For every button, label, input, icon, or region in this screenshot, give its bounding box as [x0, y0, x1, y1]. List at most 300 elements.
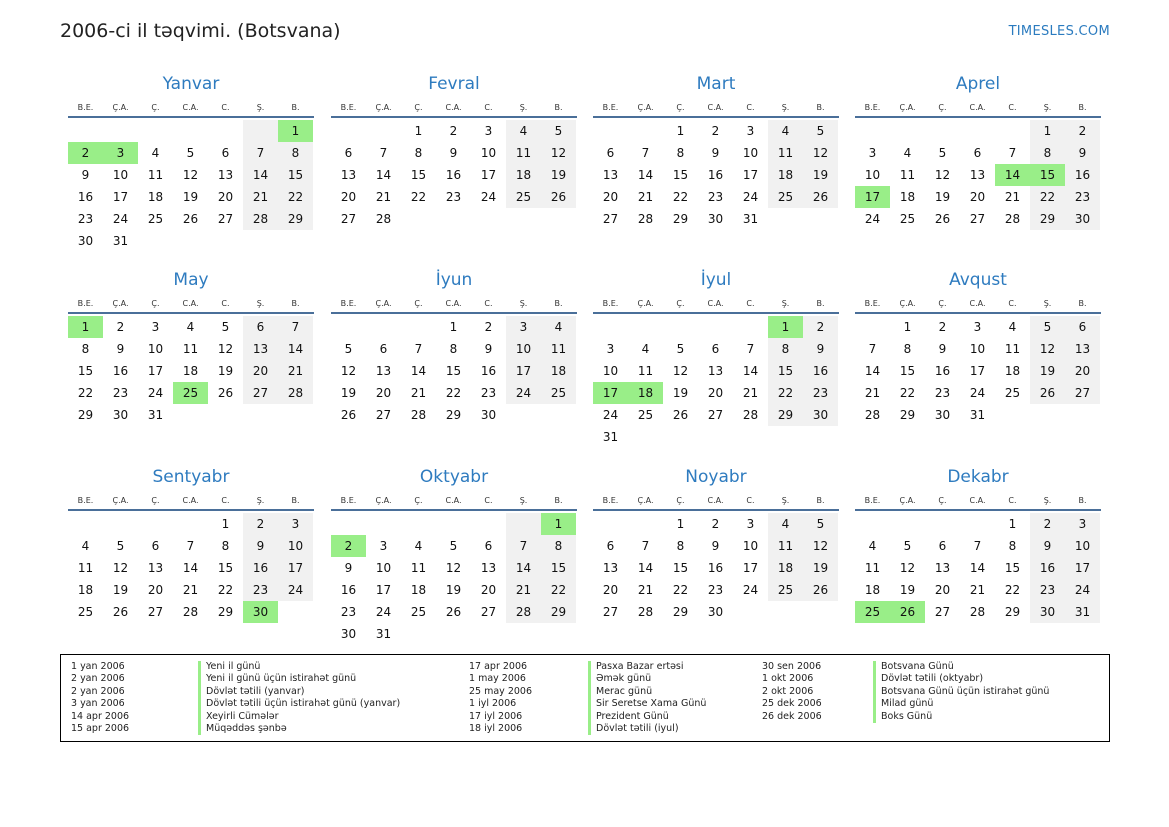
day-cell[interactable]: 2 [116, 320, 125, 334]
day-cell[interactable]: 24 [112, 212, 129, 226]
day-cell[interactable]: 25 [768, 579, 803, 601]
day-cell[interactable]: 14 [864, 364, 881, 378]
day-cell[interactable]: 15 [77, 364, 94, 378]
day-cell[interactable]: 12 [182, 168, 199, 182]
day-cell[interactable]: 15 [445, 364, 462, 378]
day-cell[interactable]: 3 [103, 142, 138, 164]
day-cell[interactable]: 4 [641, 342, 650, 356]
day-cell[interactable]: 19 [182, 190, 199, 204]
day-cell[interactable]: 2 [68, 142, 103, 164]
day-cell[interactable]: 16 [77, 190, 94, 204]
day-cell[interactable]: 18 [410, 583, 427, 597]
day-cell[interactable]: 29 [278, 208, 313, 230]
day-cell[interactable]: 5 [541, 120, 576, 142]
day-cell[interactable]: 15 [672, 168, 689, 182]
day-cell[interactable]: 1 [414, 124, 423, 138]
day-cell[interactable]: 1 [221, 517, 230, 531]
day-cell[interactable]: 23 [1030, 579, 1065, 601]
day-cell[interactable]: 5 [803, 513, 838, 535]
day-cell[interactable]: 26 [890, 601, 925, 623]
day-cell[interactable]: 5 [116, 539, 125, 553]
day-cell[interactable]: 10 [480, 146, 497, 160]
day-cell[interactable]: 28 [637, 212, 654, 226]
day-cell[interactable]: 19 [803, 557, 838, 579]
day-cell[interactable]: 16 [1065, 164, 1100, 186]
day-cell[interactable]: 12 [899, 561, 916, 575]
day-cell[interactable]: 20 [969, 190, 986, 204]
day-cell[interactable]: 23 [1065, 186, 1100, 208]
day-cell[interactable]: 7 [1008, 146, 1017, 160]
day-cell[interactable]: 21 [637, 190, 654, 204]
day-cell[interactable]: 9 [81, 168, 90, 182]
day-cell[interactable]: 4 [903, 146, 912, 160]
day-cell[interactable]: 29 [541, 601, 576, 623]
day-cell[interactable]: 29 [445, 408, 462, 422]
day-cell[interactable]: 15 [278, 164, 313, 186]
day-cell[interactable]: 20 [340, 190, 357, 204]
day-cell[interactable]: 26 [445, 605, 462, 619]
day-cell[interactable]: 14 [742, 364, 759, 378]
day-cell[interactable]: 14 [969, 561, 986, 575]
day-cell[interactable]: 15 [768, 360, 803, 382]
day-cell[interactable]: 21 [375, 190, 392, 204]
day-cell[interactable]: 23 [112, 386, 129, 400]
day-cell[interactable]: 2 [484, 320, 493, 334]
day-cell[interactable]: 11 [1004, 342, 1021, 356]
day-cell[interactable]: 16 [480, 364, 497, 378]
day-cell[interactable]: 4 [768, 120, 803, 142]
day-cell[interactable]: 8 [903, 342, 912, 356]
day-cell[interactable]: 13 [1065, 338, 1100, 360]
day-cell[interactable]: 29 [1030, 208, 1065, 230]
day-cell[interactable]: 28 [243, 208, 278, 230]
day-cell[interactable]: 9 [938, 342, 947, 356]
day-cell[interactable]: 20 [1065, 360, 1100, 382]
day-cell[interactable]: 10 [602, 364, 619, 378]
day-cell[interactable]: 27 [147, 605, 164, 619]
day-cell[interactable]: 9 [449, 146, 458, 160]
day-cell[interactable]: 22 [278, 186, 313, 208]
day-cell[interactable]: 6 [243, 316, 278, 338]
day-cell[interactable]: 21 [637, 583, 654, 597]
day-cell[interactable]: 4 [768, 513, 803, 535]
day-cell[interactable]: 1 [676, 124, 685, 138]
day-cell[interactable]: 7 [641, 539, 650, 553]
day-cell[interactable]: 13 [602, 561, 619, 575]
day-cell[interactable]: 7 [506, 535, 541, 557]
day-cell[interactable]: 30 [934, 408, 951, 422]
day-cell[interactable]: 22 [1004, 583, 1021, 597]
day-cell[interactable]: 26 [803, 186, 838, 208]
day-cell[interactable]: 27 [602, 605, 619, 619]
day-cell[interactable]: 10 [1065, 535, 1100, 557]
day-cell[interactable]: 22 [899, 386, 916, 400]
day-cell[interactable]: 25 [637, 408, 654, 422]
day-cell[interactable]: 2 [711, 124, 720, 138]
day-cell[interactable]: 28 [742, 408, 759, 422]
day-cell[interactable]: 20 [602, 583, 619, 597]
day-cell[interactable]: 28 [969, 605, 986, 619]
day-cell[interactable]: 17 [593, 382, 628, 404]
day-cell[interactable]: 31 [112, 234, 129, 248]
day-cell[interactable]: 20 [602, 190, 619, 204]
day-cell[interactable]: 12 [1030, 338, 1065, 360]
day-cell[interactable]: 5 [938, 146, 947, 160]
day-cell[interactable]: 10 [375, 561, 392, 575]
day-cell[interactable]: 5 [1030, 316, 1065, 338]
day-cell[interactable]: 25 [173, 382, 208, 404]
day-cell[interactable]: 31 [147, 408, 164, 422]
day-cell[interactable]: 9 [1030, 535, 1065, 557]
day-cell[interactable]: 28 [278, 382, 313, 404]
day-cell[interactable]: 21 [742, 386, 759, 400]
day-cell[interactable]: 14 [375, 168, 392, 182]
day-cell[interactable]: 30 [707, 212, 724, 226]
day-cell[interactable]: 26 [340, 408, 357, 422]
day-cell[interactable]: 15 [1030, 164, 1065, 186]
day-cell[interactable]: 14 [410, 364, 427, 378]
day-cell[interactable]: 3 [868, 146, 877, 160]
day-cell[interactable]: 13 [480, 561, 497, 575]
day-cell[interactable]: 14 [278, 338, 313, 360]
day-cell[interactable]: 7 [414, 342, 423, 356]
day-cell[interactable]: 11 [506, 142, 541, 164]
day-cell[interactable]: 25 [768, 186, 803, 208]
day-cell[interactable]: 28 [506, 601, 541, 623]
day-cell[interactable]: 28 [1004, 212, 1021, 226]
day-cell[interactable]: 8 [1008, 539, 1017, 553]
day-cell[interactable]: 4 [186, 320, 195, 334]
day-cell[interactable]: 6 [151, 539, 160, 553]
site-link[interactable]: TIMESLES.COM [1008, 24, 1110, 39]
day-cell[interactable]: 4 [506, 120, 541, 142]
day-cell[interactable]: 17 [969, 364, 986, 378]
day-cell[interactable]: 24 [147, 386, 164, 400]
day-cell[interactable]: 5 [676, 342, 685, 356]
day-cell[interactable]: 8 [676, 146, 685, 160]
day-cell[interactable]: 19 [934, 190, 951, 204]
day-cell[interactable]: 27 [375, 408, 392, 422]
day-cell[interactable]: 15 [1004, 561, 1021, 575]
day-cell[interactable]: 28 [375, 212, 392, 226]
day-cell[interactable]: 28 [637, 605, 654, 619]
day-cell[interactable]: 19 [899, 583, 916, 597]
day-cell[interactable]: 30 [243, 601, 278, 623]
day-cell[interactable]: 24 [1065, 579, 1100, 601]
day-cell[interactable]: 12 [672, 364, 689, 378]
day-cell[interactable]: 25 [899, 212, 916, 226]
day-cell[interactable]: 20 [147, 583, 164, 597]
day-cell[interactable]: 3 [151, 320, 160, 334]
day-cell[interactable]: 19 [445, 583, 462, 597]
day-cell[interactable]: 11 [77, 561, 94, 575]
day-cell[interactable]: 14 [637, 168, 654, 182]
day-cell[interactable]: 1 [541, 513, 576, 535]
day-cell[interactable]: 12 [340, 364, 357, 378]
day-cell[interactable]: 22 [217, 583, 234, 597]
day-cell[interactable]: 3 [746, 124, 755, 138]
day-cell[interactable]: 7 [973, 539, 982, 553]
day-cell[interactable]: 5 [903, 539, 912, 553]
day-cell[interactable]: 2 [1065, 120, 1100, 142]
day-cell[interactable]: 16 [803, 360, 838, 382]
day-cell[interactable]: 18 [541, 360, 576, 382]
day-cell[interactable]: 11 [182, 342, 199, 356]
day-cell[interactable]: 21 [969, 583, 986, 597]
day-cell[interactable]: 4 [868, 539, 877, 553]
day-cell[interactable]: 2 [1030, 513, 1065, 535]
day-cell[interactable]: 29 [672, 605, 689, 619]
day-cell[interactable]: 6 [938, 539, 947, 553]
day-cell[interactable]: 9 [1065, 142, 1100, 164]
day-cell[interactable]: 13 [375, 364, 392, 378]
day-cell[interactable]: 9 [711, 146, 720, 160]
day-cell[interactable]: 4 [81, 539, 90, 553]
day-cell[interactable]: 22 [1030, 186, 1065, 208]
day-cell[interactable]: 1 [768, 316, 803, 338]
day-cell[interactable]: 3 [506, 316, 541, 338]
day-cell[interactable]: 6 [711, 342, 720, 356]
day-cell[interactable]: 30 [707, 605, 724, 619]
day-cell[interactable]: 26 [672, 408, 689, 422]
day-cell[interactable]: 8 [278, 142, 313, 164]
day-cell[interactable]: 19 [541, 164, 576, 186]
day-cell[interactable]: 27 [480, 605, 497, 619]
day-cell[interactable]: 2 [243, 513, 278, 535]
day-cell[interactable]: 12 [803, 535, 838, 557]
day-cell[interactable]: 4 [414, 539, 423, 553]
day-cell[interactable]: 18 [899, 190, 916, 204]
day-cell[interactable]: 19 [217, 364, 234, 378]
day-cell[interactable]: 16 [445, 168, 462, 182]
day-cell[interactable]: 24 [864, 212, 881, 226]
day-cell[interactable]: 7 [278, 316, 313, 338]
day-cell[interactable]: 24 [969, 386, 986, 400]
day-cell[interactable]: 14 [637, 561, 654, 575]
day-cell[interactable]: 2 [938, 320, 947, 334]
day-cell[interactable]: 21 [506, 579, 541, 601]
day-cell[interactable]: 1 [68, 316, 103, 338]
day-cell[interactable]: 8 [1030, 142, 1065, 164]
day-cell[interactable]: 1 [676, 517, 685, 531]
day-cell[interactable]: 30 [340, 627, 357, 641]
day-cell[interactable]: 31 [742, 212, 759, 226]
day-cell[interactable]: 3 [379, 539, 388, 553]
day-cell[interactable]: 30 [77, 234, 94, 248]
day-cell[interactable]: 9 [344, 561, 353, 575]
day-cell[interactable]: 14 [243, 164, 278, 186]
day-cell[interactable]: 16 [707, 168, 724, 182]
day-cell[interactable]: 31 [969, 408, 986, 422]
day-cell[interactable]: 19 [112, 583, 129, 597]
day-cell[interactable]: 16 [112, 364, 129, 378]
day-cell[interactable]: 22 [445, 386, 462, 400]
day-cell[interactable]: 22 [410, 190, 427, 204]
day-cell[interactable]: 2 [449, 124, 458, 138]
day-cell[interactable]: 30 [112, 408, 129, 422]
day-cell[interactable]: 17 [742, 561, 759, 575]
day-cell[interactable]: 7 [868, 342, 877, 356]
day-cell[interactable]: 25 [1004, 386, 1021, 400]
day-cell[interactable]: 21 [1004, 190, 1021, 204]
day-cell[interactable]: 31 [1065, 601, 1100, 623]
day-cell[interactable]: 27 [934, 605, 951, 619]
day-cell[interactable]: 12 [541, 142, 576, 164]
day-cell[interactable]: 11 [768, 535, 803, 557]
day-cell[interactable]: 3 [278, 513, 313, 535]
day-cell[interactable]: 24 [742, 190, 759, 204]
day-cell[interactable]: 29 [217, 605, 234, 619]
day-cell[interactable]: 30 [480, 408, 497, 422]
day-cell[interactable]: 19 [340, 386, 357, 400]
day-cell[interactable]: 6 [606, 539, 615, 553]
day-cell[interactable]: 31 [602, 430, 619, 444]
day-cell[interactable]: 16 [340, 583, 357, 597]
day-cell[interactable]: 15 [217, 561, 234, 575]
day-cell[interactable]: 11 [147, 168, 164, 182]
day-cell[interactable]: 22 [672, 583, 689, 597]
day-cell[interactable]: 10 [506, 338, 541, 360]
day-cell[interactable]: 6 [606, 146, 615, 160]
day-cell[interactable]: 11 [864, 561, 881, 575]
day-cell[interactable]: 27 [217, 212, 234, 226]
day-cell[interactable]: 16 [707, 561, 724, 575]
day-cell[interactable]: 16 [243, 557, 278, 579]
day-cell[interactable]: 28 [410, 408, 427, 422]
day-cell[interactable]: 19 [672, 386, 689, 400]
day-cell[interactable]: 27 [243, 382, 278, 404]
day-cell[interactable]: 26 [217, 386, 234, 400]
day-cell[interactable]: 30 [1065, 208, 1100, 230]
day-cell[interactable]: 17 [278, 557, 313, 579]
day-cell[interactable]: 6 [344, 146, 353, 160]
day-cell[interactable]: 11 [541, 338, 576, 360]
day-cell[interactable]: 15 [672, 561, 689, 575]
day-cell[interactable]: 29 [899, 408, 916, 422]
day-cell[interactable]: 10 [969, 342, 986, 356]
day-cell[interactable]: 27 [602, 212, 619, 226]
day-cell[interactable]: 17 [480, 168, 497, 182]
day-cell[interactable]: 23 [934, 386, 951, 400]
day-cell[interactable]: 7 [746, 342, 755, 356]
day-cell[interactable]: 27 [707, 408, 724, 422]
day-cell[interactable]: 6 [484, 539, 493, 553]
day-cell[interactable]: 28 [864, 408, 881, 422]
day-cell[interactable]: 3 [1065, 513, 1100, 535]
day-cell[interactable]: 29 [77, 408, 94, 422]
day-cell[interactable]: 23 [707, 190, 724, 204]
day-cell[interactable]: 17 [506, 360, 541, 382]
day-cell[interactable]: 13 [707, 364, 724, 378]
day-cell[interactable]: 4 [151, 146, 160, 160]
day-cell[interactable]: 16 [934, 364, 951, 378]
day-cell[interactable]: 12 [112, 561, 129, 575]
day-cell[interactable]: 5 [221, 320, 230, 334]
day-cell[interactable]: 11 [899, 168, 916, 182]
day-cell[interactable]: 24 [742, 583, 759, 597]
day-cell[interactable]: 22 [541, 579, 576, 601]
day-cell[interactable]: 1 [1008, 517, 1017, 531]
day-cell[interactable]: 15 [899, 364, 916, 378]
day-cell[interactable]: 18 [182, 364, 199, 378]
day-cell[interactable]: 22 [768, 382, 803, 404]
day-cell[interactable]: 11 [410, 561, 427, 575]
day-cell[interactable]: 13 [147, 561, 164, 575]
day-cell[interactable]: 24 [602, 408, 619, 422]
day-cell[interactable]: 17 [147, 364, 164, 378]
day-cell[interactable]: 17 [742, 168, 759, 182]
day-cell[interactable]: 18 [628, 382, 663, 404]
day-cell[interactable]: 26 [541, 186, 576, 208]
day-cell[interactable]: 13 [217, 168, 234, 182]
day-cell[interactable]: 3 [484, 124, 493, 138]
day-cell[interactable]: 8 [414, 146, 423, 160]
day-cell[interactable]: 18 [768, 557, 803, 579]
day-cell[interactable]: 1 [1030, 120, 1065, 142]
day-cell[interactable]: 23 [243, 579, 278, 601]
day-cell[interactable]: 17 [1065, 557, 1100, 579]
day-cell[interactable]: 8 [221, 539, 230, 553]
day-cell[interactable]: 2 [803, 316, 838, 338]
day-cell[interactable]: 10 [742, 146, 759, 160]
day-cell[interactable]: 18 [77, 583, 94, 597]
day-cell[interactable]: 26 [112, 605, 129, 619]
day-cell[interactable]: 4 [541, 316, 576, 338]
day-cell[interactable]: 27 [969, 212, 986, 226]
day-cell[interactable]: 3 [973, 320, 982, 334]
day-cell[interactable]: 13 [602, 168, 619, 182]
day-cell[interactable]: 21 [243, 186, 278, 208]
day-cell[interactable]: 22 [77, 386, 94, 400]
day-cell[interactable]: 13 [243, 338, 278, 360]
day-cell[interactable]: 8 [768, 338, 803, 360]
day-cell[interactable]: 20 [217, 190, 234, 204]
day-cell[interactable]: 7 [243, 142, 278, 164]
day-cell[interactable]: 21 [864, 386, 881, 400]
day-cell[interactable]: 4 [1008, 320, 1017, 334]
day-cell[interactable]: 11 [768, 142, 803, 164]
day-cell[interactable]: 20 [480, 583, 497, 597]
day-cell[interactable]: 6 [973, 146, 982, 160]
day-cell[interactable]: 12 [217, 342, 234, 356]
day-cell[interactable]: 20 [243, 360, 278, 382]
day-cell[interactable]: 6 [221, 146, 230, 160]
day-cell[interactable]: 12 [934, 168, 951, 182]
day-cell[interactable]: 10 [147, 342, 164, 356]
day-cell[interactable]: 8 [676, 539, 685, 553]
day-cell[interactable]: 23 [480, 386, 497, 400]
day-cell[interactable]: 7 [641, 146, 650, 160]
day-cell[interactable]: 14 [995, 164, 1030, 186]
day-cell[interactable]: 19 [803, 164, 838, 186]
day-cell[interactable]: 9 [484, 342, 493, 356]
day-cell[interactable]: 27 [1065, 382, 1100, 404]
day-cell[interactable]: 9 [243, 535, 278, 557]
day-cell[interactable]: 13 [340, 168, 357, 182]
day-cell[interactable]: 13 [969, 168, 986, 182]
day-cell[interactable]: 25 [410, 605, 427, 619]
day-cell[interactable]: 29 [672, 212, 689, 226]
day-cell[interactable]: 8 [81, 342, 90, 356]
day-cell[interactable]: 5 [449, 539, 458, 553]
day-cell[interactable]: 6 [1065, 316, 1100, 338]
day-cell[interactable]: 18 [768, 164, 803, 186]
day-cell[interactable]: 25 [147, 212, 164, 226]
day-cell[interactable]: 19 [1030, 360, 1065, 382]
day-cell[interactable]: 3 [746, 517, 755, 531]
day-cell[interactable]: 24 [278, 579, 313, 601]
day-cell[interactable]: 21 [410, 386, 427, 400]
